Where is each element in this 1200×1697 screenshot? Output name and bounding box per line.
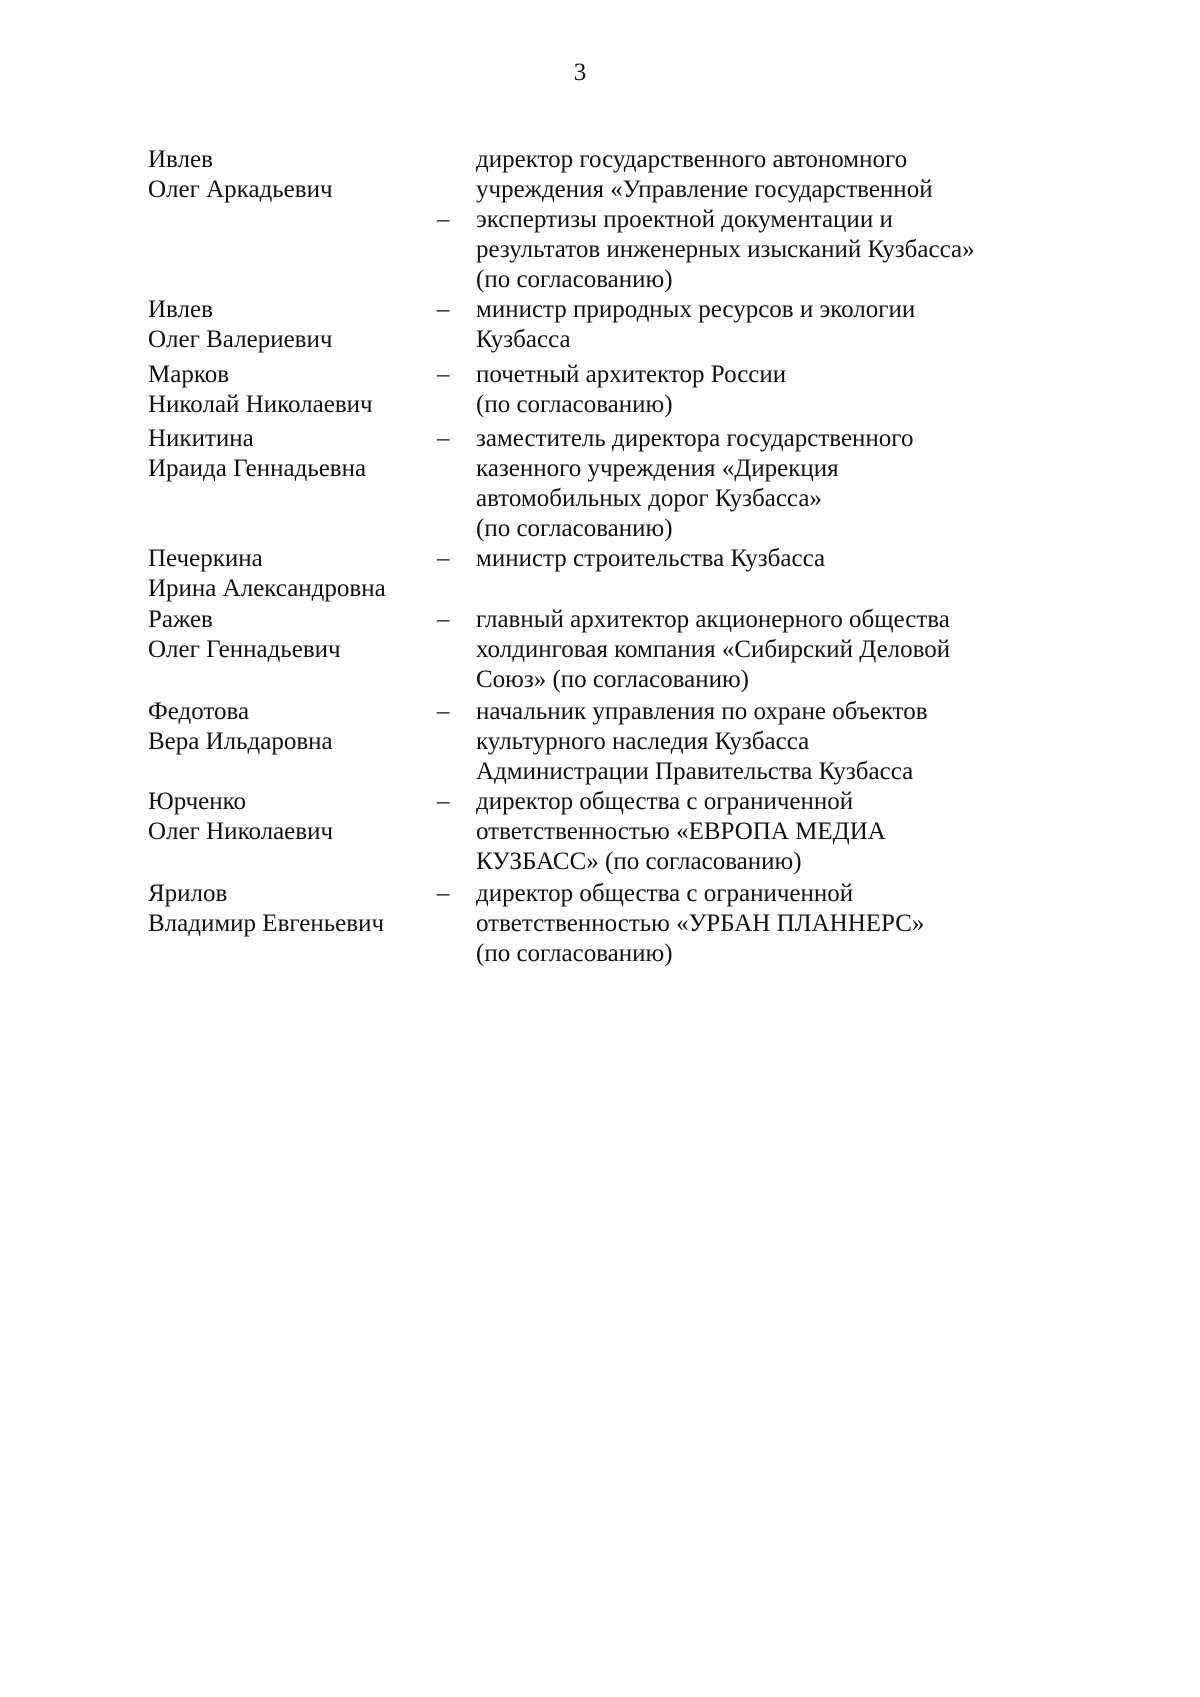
member-name-line: Марков — [148, 361, 230, 388]
member-position-line: директор государственного автономного — [476, 146, 908, 173]
member-name-line: Вера Ильдаровна — [148, 728, 333, 755]
member-position-line: холдинговая компания «Сибирский Деловой — [476, 636, 951, 663]
member-position-line: директор общества с ограниченной — [476, 880, 854, 907]
member-position — [476, 424, 1116, 544]
member-position-line: Союз» (по согласованию) — [476, 666, 750, 693]
member-name-line: Печеркина — [148, 545, 263, 572]
member-name-line: Ражев — [148, 606, 213, 633]
member-position — [476, 605, 1116, 695]
member-name — [148, 424, 438, 484]
member-name — [148, 544, 438, 604]
member-name — [148, 879, 438, 939]
member-name-line: Федотова — [148, 698, 250, 725]
member-position-line: ответственностью «ЕВРОПА МЕДИА — [476, 818, 886, 845]
dash-separator: – — [437, 606, 450, 633]
member-position — [476, 295, 1116, 355]
member-position-line: культурного наследия Кузбасса — [476, 728, 810, 755]
member-position-line: почетный архитектор России — [476, 361, 787, 388]
member-name-line: Ивлев — [148, 146, 213, 173]
member-position-line: министр строительства Кузбасса — [476, 545, 826, 572]
member-name-line: Олег Николаевич — [148, 818, 334, 845]
member-position-line: экспертизы проектной документации и — [476, 206, 893, 233]
member-position-line: (по согласованию) — [476, 391, 673, 418]
member-name-line: Олег Геннадьевич — [148, 636, 341, 663]
dash-separator: – — [437, 545, 450, 572]
member-name-line: Ярилов — [148, 880, 228, 907]
member-name-line: Юрченко — [148, 788, 246, 815]
member-position-line: (по согласованию) — [476, 940, 673, 967]
member-position-line: Кузбасса — [476, 326, 571, 353]
member-name-line: Ивлев — [148, 296, 213, 323]
dash-separator: – — [437, 788, 450, 815]
dash-separator: – — [437, 698, 450, 725]
member-position — [476, 145, 1116, 295]
member-position — [476, 879, 1116, 969]
member-position-line: результатов инженерных изысканий Кузбасса» — [476, 236, 975, 263]
member-name-line: Никитина — [148, 425, 254, 452]
dash-separator: – — [437, 296, 450, 323]
member-name — [148, 605, 438, 665]
dash-separator: – — [437, 880, 450, 907]
member-position — [476, 787, 1116, 877]
member-position-line: (по согласованию) — [476, 266, 673, 293]
member-position-line: министр природных ресурсов и экологии — [476, 296, 916, 323]
member-position — [476, 697, 1116, 787]
member-position-line: КУЗБАСС» (по согласованию) — [476, 848, 802, 875]
member-name — [148, 697, 438, 757]
member-position-line: заместитель директора государственного — [476, 425, 914, 452]
member-name-line: Ираида Геннадьевна — [148, 455, 367, 482]
member-position — [476, 544, 1116, 574]
dash-separator: – — [437, 206, 450, 233]
member-name-line: Ирина Александровна — [148, 575, 386, 602]
member-position-line: автомобильных дорог Кузбасса» — [476, 485, 822, 512]
member-name — [148, 145, 438, 205]
member-name — [148, 787, 438, 847]
member-name — [148, 295, 438, 355]
member-position-line: начальник управления по охране объектов — [476, 698, 928, 725]
member-name-line: Владимир Евгеньевич — [148, 910, 385, 937]
member-position-line: директор общества с ограниченной — [476, 788, 854, 815]
member-position-line: ответственностью «УРБАН ПЛАННЕРС» — [476, 910, 925, 937]
member-position-line: учреждения «Управление государственной — [476, 176, 933, 203]
member-name — [148, 360, 438, 420]
member-position — [476, 360, 1116, 420]
member-name-line: Олег Валериевич — [148, 326, 333, 353]
member-name-line: Олег Аркадьевич — [148, 176, 333, 203]
dash-separator: – — [437, 361, 450, 388]
member-position-line: казенного учреждения «Дирекция — [476, 455, 839, 482]
page-number: 3 — [573, 59, 587, 86]
dash-separator: – — [437, 425, 450, 452]
member-name-line: Николай Николаевич — [148, 391, 373, 418]
member-position-line: главный архитектор акционерного общества — [476, 606, 950, 633]
member-position-line: (по согласованию) — [476, 515, 673, 542]
member-position-line: Администрации Правительства Кузбасса — [476, 758, 914, 785]
